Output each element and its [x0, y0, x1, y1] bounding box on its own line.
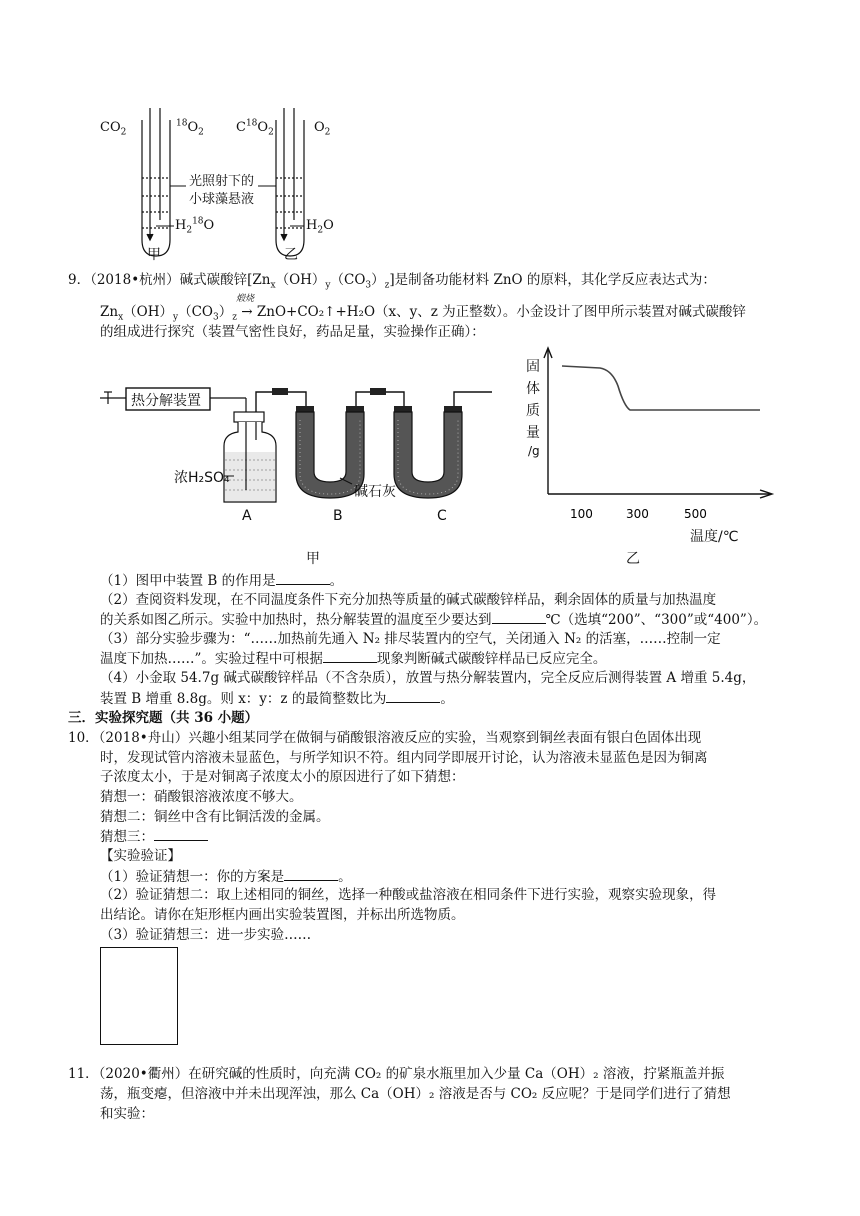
q9-line2: $Zn_x(OH)_y(CO_3)_z$ → ZnO+CO₂↑+H₂O（x、y、z 为正整数）。小金设计了图甲所示装置对碱式碳酸锌	[100, 304, 746, 323]
q10-guess3: 猜想三：	[100, 826, 208, 847]
q10-verify-heading: 【实验验证】	[100, 848, 181, 864]
q10-v1: （1）验证猜想一：你的方案是 。	[100, 866, 352, 887]
q9-sub4a: （4）小金取 54.7g 碱式碳酸锌样品（不含杂质），放置与热分解装置内，完全反应后测得装置 A 增重 5.4g，	[100, 670, 756, 686]
tick-100: 100	[570, 507, 593, 521]
apparatus-diagram	[100, 350, 500, 530]
calcine-label: 煅烧	[236, 294, 255, 304]
lime-label: 碱石灰	[354, 484, 396, 500]
left-gas-in: $CO_2$	[100, 120, 127, 138]
q10-guess1: 猜想一：硝酸银溶液浓度不够大。	[100, 789, 303, 805]
drawing-answer-box[interactable]	[100, 947, 178, 1045]
graph-ylabel-5: /g	[528, 444, 540, 458]
label-a: A	[242, 508, 252, 524]
graph-ylabel-3: 质	[526, 403, 540, 419]
q9-sub2b: 的关系如图乙所示。实验中加热时，热分解装置的温度至少要达到 ℃（选填“200”、“300”或“400”）。	[100, 609, 767, 630]
mass-curve	[562, 366, 760, 410]
q10-line1: 10．（2018•舟山）兴趣小组某同学在做铜与硝酸银溶液反应的实验，当观察到铜丝表面有银白色固体出现	[68, 730, 702, 746]
q9-sub1: （1）图甲中装置 B 的作用是 。	[100, 570, 343, 591]
q11-line1: 11．（2020•衢州）在研究碱的性质时，向充满 CO₂ 的矿泉水瓶里加入少量 Ca（OH）₂ 溶液，拧紧瓶盖并振	[68, 1066, 725, 1082]
right-gas-out: $O_2$	[314, 120, 331, 138]
q9-sub2a: （2）查阅资料发现，在不同温度条件下充分加热等质量的碱式碳酸锌样品，剩余固体的质量与加热温度	[100, 592, 717, 608]
left-product: $H_2^{18}O$	[175, 216, 215, 236]
q11-line3: 和实验：	[100, 1106, 154, 1122]
top-fig-label-left: 甲	[147, 247, 161, 263]
callout-line2: 小球藻悬液	[189, 192, 255, 207]
bottle-a	[224, 412, 276, 502]
q9-line1: 9．（2018•杭州）碱式碳酸锌$[Zn_x(OH)_y(CO_3)_z]$是制备功能材料 ZnO 的原料，其化学反应表达式为：	[68, 272, 716, 291]
mass-temperature-graph	[520, 346, 780, 546]
q9-sub3a: （3）部分实验步骤为：“……加热前先通入 N₂ 排尽装置内的空气，关闭通入 N₂ 的活塞，……控制一定	[100, 631, 721, 647]
acid-label: 浓H₂SO₄	[174, 470, 230, 486]
q10-line2: 时，发现试管内溶液未显蓝色，与所学知识不符。组内同学即展开讨论，认为溶液未显蓝色是因为铜离	[100, 750, 708, 766]
q9-line3: 的组成进行探究（装置气密性良好，药品足量，实验操作正确）：	[100, 324, 485, 340]
section-heading: 三．实验探究题（共 36 小题）	[68, 710, 259, 726]
q9-sub3b: 温度下加热……”。实验过程中可根据 现象判断碱式碳酸锌样品已反应完全。	[100, 648, 606, 669]
graph-fig-label: 乙	[626, 551, 640, 567]
label-b: B	[333, 508, 343, 524]
left-test-tube	[142, 108, 170, 256]
heater-label: 热分解装置	[131, 393, 201, 409]
q9-sub4b: 装置 B 增重 8.8g。则 x：y：z 的最简整数比为 。	[100, 688, 454, 709]
q10-guess2: 猜想二：铜丝中含有比铜活泼的金属。	[100, 809, 330, 825]
right-product: $H_2O$	[306, 218, 334, 236]
graph-ylabel-4: 量	[526, 425, 540, 441]
label-c: C	[437, 508, 447, 524]
apparatus-fig-label: 甲	[306, 551, 320, 567]
graph-ylabel-2: 体	[526, 381, 540, 397]
callout-line1: 光照射下的	[189, 174, 255, 189]
u-tube-c	[394, 406, 462, 498]
graph-xlabel: 温度/℃	[690, 529, 739, 545]
graph-ylabel-1: 固	[526, 359, 540, 375]
q10-v2a: （2）验证猜想二：取上述相同的铜丝，选择一种酸或盐溶液在相同条件下进行实验，观察实验现象，得	[100, 887, 717, 903]
right-test-tube	[276, 108, 304, 256]
right-gas-in: $C^{18}O_2$	[236, 118, 274, 138]
top-fig-label-right: 乙	[284, 247, 298, 263]
tick-500: 500	[684, 507, 707, 521]
q10-v3: （3）验证猜想三：进一步实验……	[100, 927, 312, 943]
left-gas-out: $^{18}O_2$	[176, 118, 204, 138]
q11-line2: 荡，瓶变瘪，但溶液中并未出现浑浊，那么 Ca（OH）₂ 溶液是否与 CO₂ 反应呢？于是同学们进行了猜想	[100, 1086, 731, 1102]
q10-v2b: 出结论。请你在矩形框内画出实验装置图，并标出所选物质。	[100, 907, 465, 923]
q10-line3: 子浓度太小，于是对铜离子浓度太小的原因进行了如下猜想：	[100, 769, 465, 785]
tick-300: 300	[626, 507, 649, 521]
